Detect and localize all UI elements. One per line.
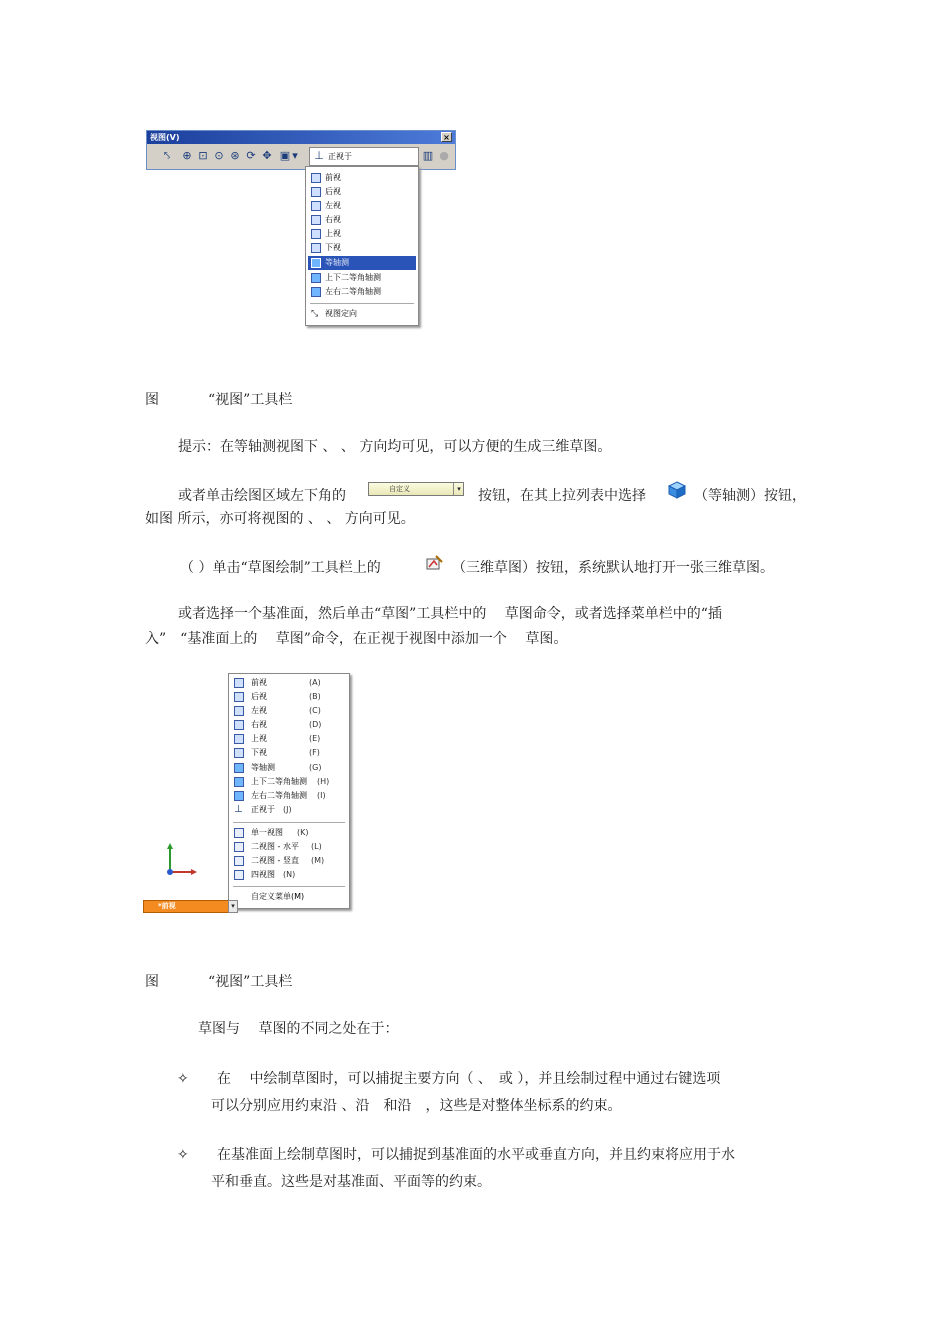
- menu-item-two-view-horizontal[interactable]: 二视图 - 水平 (L): [231, 840, 347, 854]
- sketch-3d-icon: [425, 553, 445, 573]
- menu-item-left[interactable]: 左视 (C): [231, 704, 347, 718]
- figure2-caption-prefix: 图: [145, 974, 159, 990]
- menu-item-two-view-vertical[interactable]: 二视图 - 竖直 (M): [231, 854, 347, 868]
- menu-item-trimetric[interactable]: 上下二等角轴测: [308, 271, 416, 285]
- axis-triad-icon: [158, 840, 203, 880]
- section-view-icon[interactable]: ▥: [422, 149, 434, 162]
- zoom-to-fit-icon[interactable]: ⊕: [182, 149, 192, 162]
- figure2-caption-title: “视图”工具栏: [208, 974, 293, 990]
- front-view-icon: [234, 678, 244, 688]
- left-view-icon: [234, 706, 244, 716]
- menu-separator: [310, 303, 414, 304]
- display-style-icon[interactable]: ●: [439, 149, 449, 162]
- left-view-icon: [311, 201, 321, 211]
- zoom-to-selection-icon[interactable]: ⊛: [230, 149, 240, 162]
- normal-to-label: 正视于: [328, 152, 352, 161]
- menu-item-front[interactable]: 前视 (A): [231, 676, 347, 690]
- bottom-view-icon: [234, 748, 244, 758]
- normal-to-icon: ⊥: [234, 804, 243, 815]
- bottom-view-icon: [311, 243, 321, 253]
- menu-item-right[interactable]: 右视: [308, 213, 416, 227]
- toolbar-row: [149, 146, 453, 167]
- menu-item-dimetric[interactable]: 左右二等角轴测: [308, 285, 416, 299]
- tip-paragraph: 提示：在等轴测视图下 、 、 方向均可见，可以方便的生成三维草图。: [178, 439, 612, 455]
- view-select-combo[interactable]: [368, 482, 464, 496]
- p2-line-2: 如图 所示，亦可将视图的 、 、 方向可见。: [145, 511, 415, 527]
- p2-text-2: 按钮，在其上拉列表中选择: [478, 488, 646, 504]
- trimetric-cube-icon: [234, 777, 244, 787]
- normal-to-button[interactable]: [309, 147, 419, 166]
- menu-item-four-view[interactable]: 四视图 (N): [231, 868, 347, 882]
- menu-item-left[interactable]: 左视: [308, 199, 416, 213]
- menu-item-top[interactable]: 上视 (E): [231, 732, 347, 746]
- chevron-down-icon[interactable]: ▾: [292, 149, 298, 162]
- toolbar-titlebar[interactable]: [147, 131, 455, 144]
- p2-text-3: （等轴测）按钮，: [694, 488, 806, 504]
- p4-line-2: 入” “基准面上的 草图”命令，在正视于视图中添加一个 草图。: [145, 631, 568, 647]
- menu-item-view-orientation[interactable]: ⤡ 视图定向: [311, 309, 357, 319]
- top-view-icon: [311, 229, 321, 239]
- menu-item-top[interactable]: 上视: [308, 227, 416, 241]
- normal-to-icon: ⊥: [314, 149, 324, 162]
- bullet1-line-2: 可以分别应用约束沿 、沿 和沿 ，这些是对整体坐标系的约束。: [211, 1098, 622, 1114]
- isometric-cube-icon: [311, 258, 321, 268]
- menu-item-single-view[interactable]: 单一视图 (K): [231, 826, 347, 840]
- back-view-icon: [311, 187, 321, 197]
- view-orientation-icon[interactable]: ▣: [279, 149, 291, 162]
- p2-text-1: 或者单击绘图区域左下角的: [178, 488, 346, 504]
- zoom-to-area-icon[interactable]: ⊡: [198, 149, 208, 162]
- isometric-cube-icon: [667, 480, 687, 500]
- dimetric-cube-icon: [311, 287, 321, 297]
- dimetric-cube-icon: [234, 791, 244, 801]
- bullet1-line-1: 在 中绘制草图时，可以捕捉主要方向（ 、 或 ），并且绘制过程中通过右键选项: [217, 1071, 721, 1087]
- view-toolbar-window: [146, 130, 456, 170]
- current-view-label: *前视: [158, 902, 176, 910]
- menu-item-normal-to[interactable]: ⊥ 正视于 (J): [234, 804, 292, 815]
- figure1-caption-title: “视图”工具栏: [208, 392, 293, 408]
- bullet2-line-2: 平和垂直。这些是对基准面、平面等的约束。: [211, 1174, 491, 1190]
- difference-intro: 草图与 草图的不同之处在于：: [198, 1021, 399, 1037]
- view-context-menu: [228, 673, 350, 909]
- chevron-down-icon[interactable]: ▾: [228, 900, 238, 913]
- two-viewport-vertical-icon: [234, 856, 244, 866]
- front-view-icon: [311, 173, 321, 183]
- select-arrow-icon[interactable]: ⤣: [163, 149, 171, 162]
- menu-item-dimetric[interactable]: 左右二等角轴测 (I): [231, 789, 347, 803]
- p4-line-1: 或者选择一个基准面，然后单击“草图”工具栏中的 草图命令，或者选择菜单栏中的“插: [178, 606, 722, 622]
- menu-item-bottom[interactable]: 下视 (F): [231, 746, 347, 760]
- isometric-cube-icon: [234, 763, 244, 773]
- menu-item-back[interactable]: 后视 (B): [231, 690, 347, 704]
- view-select-value: 自定义: [389, 485, 410, 493]
- view-orientation-icon: ⤡: [311, 309, 319, 319]
- two-viewport-horizontal-icon: [234, 842, 244, 852]
- right-view-icon: [311, 215, 321, 225]
- bullet2-line-1: 在基准面上绘制草图时，可以捕捉到基准面的水平或垂直方向，并且约束将应用于水: [217, 1147, 735, 1163]
- view-orientation-dropdown: [305, 166, 419, 326]
- single-viewport-icon: [234, 828, 244, 838]
- back-view-icon: [234, 692, 244, 702]
- zoom-in-out-icon[interactable]: ⊙: [214, 149, 224, 162]
- top-view-icon: [234, 734, 244, 744]
- close-button[interactable]: ×: [441, 132, 452, 142]
- menu-item-isometric[interactable]: 等轴测 (G): [231, 761, 347, 775]
- menu-item-bottom[interactable]: 下视: [308, 241, 416, 255]
- rotate-view-icon[interactable]: ⟳: [246, 149, 256, 162]
- trimetric-cube-icon: [311, 273, 321, 283]
- current-view-indicator[interactable]: [143, 900, 229, 913]
- menu-item-back[interactable]: 后视: [308, 185, 416, 199]
- pan-icon[interactable]: ✥: [262, 149, 272, 162]
- menu-item-right[interactable]: 右视 (D): [231, 718, 347, 732]
- p3-text-1: （ ）单击“草图绘制”工具栏上的: [180, 560, 381, 576]
- p3-text-2: （三维草图）按钮，系统默认地打开一张三维草图。: [452, 560, 774, 576]
- menu-separator: [233, 886, 345, 887]
- menu-separator: [233, 822, 345, 823]
- menu-item-front[interactable]: 前视: [308, 171, 416, 185]
- right-view-icon: [234, 720, 244, 730]
- chevron-down-icon[interactable]: ▾: [453, 483, 464, 495]
- menu-item-isometric[interactable]: 等轴测: [308, 256, 416, 270]
- menu-item-trimetric[interactable]: 上下二等角轴测 (H): [231, 775, 347, 789]
- figure1-caption-prefix: 图: [145, 392, 159, 408]
- bullet-icon: ✧: [177, 1071, 189, 1087]
- toolbar-title: 视图(V): [150, 133, 180, 142]
- four-viewport-icon: [234, 870, 244, 880]
- menu-item-customize[interactable]: 自定义菜单(M): [251, 892, 305, 901]
- bullet-icon: ✧: [177, 1147, 189, 1163]
